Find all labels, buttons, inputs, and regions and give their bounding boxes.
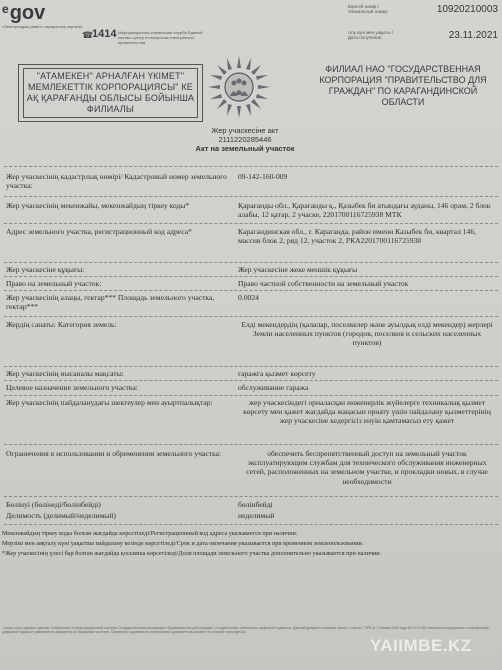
divider — [4, 366, 498, 367]
divider — [4, 380, 498, 381]
field-label: Целевое назначение земельного участка: — [6, 383, 138, 392]
divider — [4, 223, 498, 224]
field-value: Елді мекендердің (қалалар, поселкелер және ауылдық елді мекендер) жерлері Земли населенных пунктов (городов, поселков и сельских населенных пунктов) — [241, 320, 493, 348]
field-value: 0.0024 — [238, 293, 259, 302]
field-label: Жер учаскесінің нысаналы мақсаты: — [6, 369, 124, 378]
field-value: Жер учаскесіне жеке меншік құқығы — [238, 265, 358, 274]
field-label: Жер учаскесінің алаңы, гектар*** Площадь земельного участка, гектар*** — [6, 293, 215, 312]
divider — [4, 524, 498, 525]
field-value: Право частной собственности на земельный участок — [238, 279, 409, 288]
egov-logo: $^e$gov — [2, 2, 46, 24]
field-value: обслуживание гаража — [238, 383, 309, 392]
divider — [4, 496, 498, 497]
state-emblem-icon — [206, 54, 272, 120]
act-title — [150, 126, 340, 153]
date-value: 23.11.2021 — [448, 30, 498, 41]
field-label: Адрес земельного участка, регистрационный код адреса* — [6, 227, 192, 236]
field-value: Қарағанды обл., Қарағанды қ., Қазыбек би атындағы ауданы, 146 орам, 2 блок алабы, 12 қатар, 2 учаске, 2201700116725938 МТК — [238, 201, 491, 220]
org-name-ru: ФИЛИАЛ НАО "ГОСУДАРСТВЕННАЯ КОРПОРАЦИЯ "ПРАВИТЕЛЬСТВО ДЛЯ ГРАЖДАН" ПО КАРАГАНДИНСКОЙ ОБЛАСТИ — [319, 64, 487, 107]
field-label: Жер учаскесінің кадастрлық нөмірі/ Кадастровый номер земельного участка: — [6, 172, 227, 191]
field-value: бөлінбейді — [238, 500, 273, 509]
act-title-kz: Жер учаскесіне акт — [211, 126, 279, 135]
egov-header — [0, 0, 502, 48]
contact-center-text: Информационно-справочная служба Единый контакт-центр по вопросам электронного правительства — [118, 30, 203, 45]
field-value: гаражға қызмет көрсету — [238, 369, 316, 378]
field-label: Ограничения в использовании и обременения земельного участка: — [6, 449, 222, 458]
divider — [4, 196, 498, 197]
org-name-kz: "АТАМЕКЕН" АРНАЛҒАН ҮКІМЕТ" МЕМЛЕКЕТТІК КОРПОРАЦИЯСЫ" КЕ АҚ ҚАРАҒАНДЫ ОБЛЫСЫ БОЙЫНША ФИЛИАЛЫ — [18, 64, 203, 122]
field-label: Жердің санаты: Категория земель: — [6, 320, 117, 329]
field-value: Карагандинская обл., г. Караганда, район имени Казыбек би, квартал 146, массив блок 2, ряд 12, участок 2, РКА2201700116725938 — [238, 227, 477, 246]
divider — [4, 262, 498, 263]
phone-icon: ☎ — [82, 30, 94, 40]
field-value: 09-142-160-009 — [238, 172, 288, 181]
footnote: *Жер учаскесінің үлесі бар болған жағдайда қосымша көрсетіледі/Доля площади земельного участка дополнительно указывается при наличии. — [2, 550, 382, 557]
divider — [4, 290, 498, 291]
divider — [4, 444, 498, 445]
act-title-ru: Акт на земельный участок — [195, 144, 295, 153]
field-label: Жер учаскесінің пайдаланудағы шектеулер мен ауыртпалықтар: — [6, 398, 213, 407]
reg-number-value: 10920210003 — [436, 4, 498, 15]
egov-subtitle: «Электрондық үкімет» ақпараттық порталы — [2, 24, 83, 29]
divider — [4, 316, 498, 317]
footnote: Мерзімі мен аяқталу күні уақытша пайдалану кезінде көрсетіледі/Срок и дата окончания указывается при временном землепользовании. — [2, 540, 364, 547]
field-value: обеспечить беспрепятственный доступ на земельный участок эксплуатирующим службам для технического обслуживания инженерных сетей, расположенных на земельном участке, и прокладки новых, в случае необходимости — [246, 449, 488, 486]
field-value: жер учаскесіндегі орналасқан инженерлік жүйелерге техникалық қызмет көрсету мен қажет жағдайда жаңасын орнату үшін пайдалану қызметтерінің жер учаскесіне кедергісіз енуін қамтамасыз ету қажет — [243, 398, 491, 426]
act-number: 2111220285446 — [218, 135, 272, 144]
divider — [4, 395, 498, 396]
field-label: Жер учаскесіне құқығы: — [6, 265, 85, 274]
document-meta — [348, 4, 498, 44]
divider — [4, 166, 498, 167]
date-label: Алу күні мен уақыты / Дата получения — [348, 30, 394, 40]
field-label: Право на земельный участок: — [6, 279, 102, 288]
field-label: Жер учаскесінің мекенжайы, мекенжайдың тіркеу коды* — [6, 201, 190, 210]
watermark: YAIIMBE.KZ — [370, 636, 472, 655]
field-value: неделимый — [238, 511, 275, 520]
reg-number-label: Бірегей нөмір / Уникальный номер — [348, 4, 388, 14]
divider — [4, 276, 498, 277]
contact-phone: 1414 — [92, 28, 117, 40]
field-label: Делимость (делимый/неделимый) — [6, 511, 116, 520]
fine-print: * штрих-код содержит данные, полученные из информационной системы Государственная корпорация «Правительство для граждан» и подписанные электронно-цифровой подписью. Данный документ согласно пункту 1 статьи 7 ЗРК от 7 января 2003 года N370-II «Об электронном документе и электронной цифровой подписи» равнозначен документу на бумажном носителе. Проверить подлинность электронного документа вы можете на портале www.egov.kz. — [2, 626, 489, 635]
footnote: Мекенжайдың тіркеу коды болған жағдайда көрсетіледі/Регистрационный код адреса указывается при наличии. — [2, 530, 298, 537]
field-label: Бөлінуі (бөлінеді/бөлінбейді) — [6, 500, 101, 509]
